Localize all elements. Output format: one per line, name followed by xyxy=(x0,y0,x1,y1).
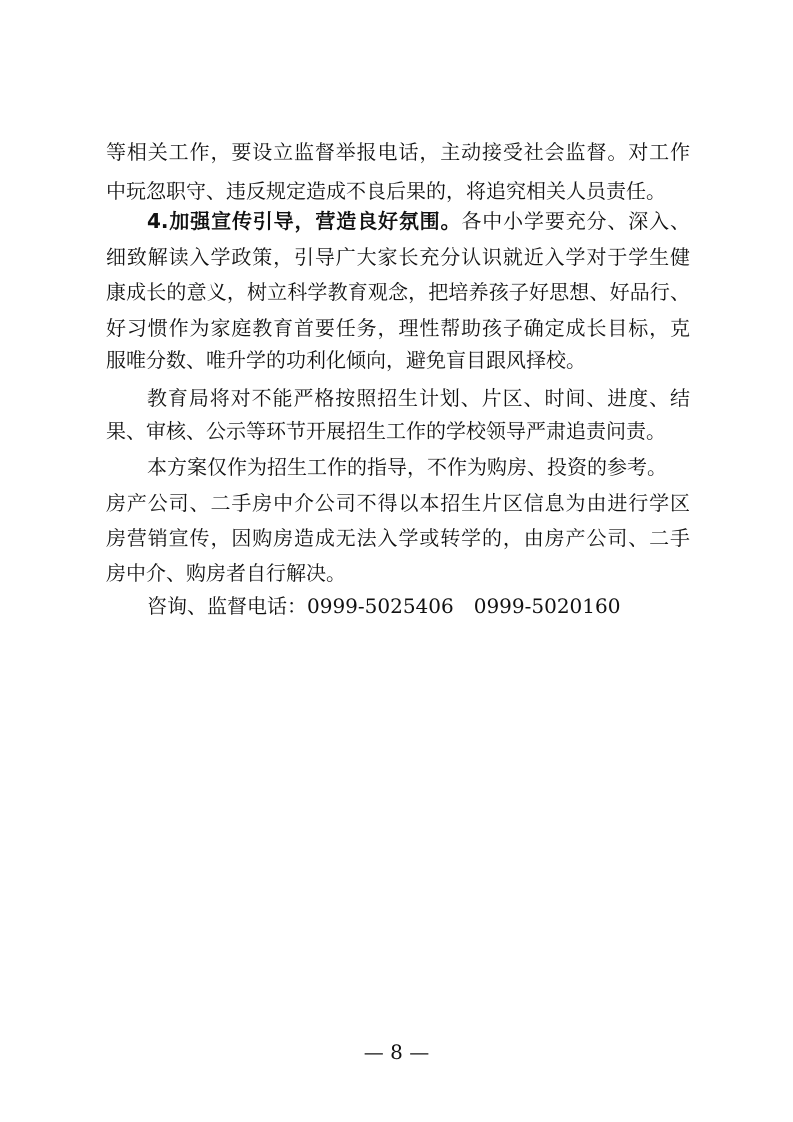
paragraph-line-12: 房营销宣传，因购房造成无法入学或转学的，由房产公司、二手 xyxy=(106,526,690,550)
paragraph-line-6: 好习惯作为家庭教育首要任务，理性帮助孩子确定成长目标，克 xyxy=(106,316,690,340)
paragraph-line-5: 康成长的意义，树立科学教育观念，把培养孩子好思想、好品行、 xyxy=(106,280,690,304)
paragraph-line-13: 房中介、购房者自行解决。 xyxy=(106,561,346,585)
page-number: — 8 — xyxy=(363,1040,430,1064)
paragraph-line-11: 房产公司、二手房中介公司不得以本招生片区信息为由进行学区 xyxy=(106,491,690,515)
paragraph-line-4: 细致解读入学政策，引导广大家长充分认识就近入学对于学生健 xyxy=(106,245,690,269)
paragraph-line-3 xyxy=(147,209,690,233)
paragraph-line-2: 中玩忽职守、违反规定造成不良后果的，将追究相关人员责任。 xyxy=(106,179,666,203)
paragraph-line-1: 等相关工作，要设立监督举报电话，主动接受社会监督。对工作 xyxy=(106,140,690,164)
paragraph-line-10: 本方案仅作为招生工作的指导，不作为购房、投资的参考。 xyxy=(147,455,667,479)
paragraph-line-3-text: 各中小学要充分、深入、 xyxy=(461,209,690,233)
paragraph-line-9: 果、审核、公示等环节开展招生工作的学校领导严肃追责问责。 xyxy=(106,419,666,443)
paragraph-line-8: 教育局将对不能严格按照招生计划、片区、时间、进度、结 xyxy=(147,386,690,410)
paragraph-line-7: 服唯分数、唯升学的功利化倾向，避免盲目跟风择校。 xyxy=(106,348,586,372)
contact-phone-line: 咨询、监督电话：0999-5025406 0999-5020160 xyxy=(147,594,621,618)
section-heading: 4.加强宣传引导，营造良好氛围。 xyxy=(147,209,462,233)
